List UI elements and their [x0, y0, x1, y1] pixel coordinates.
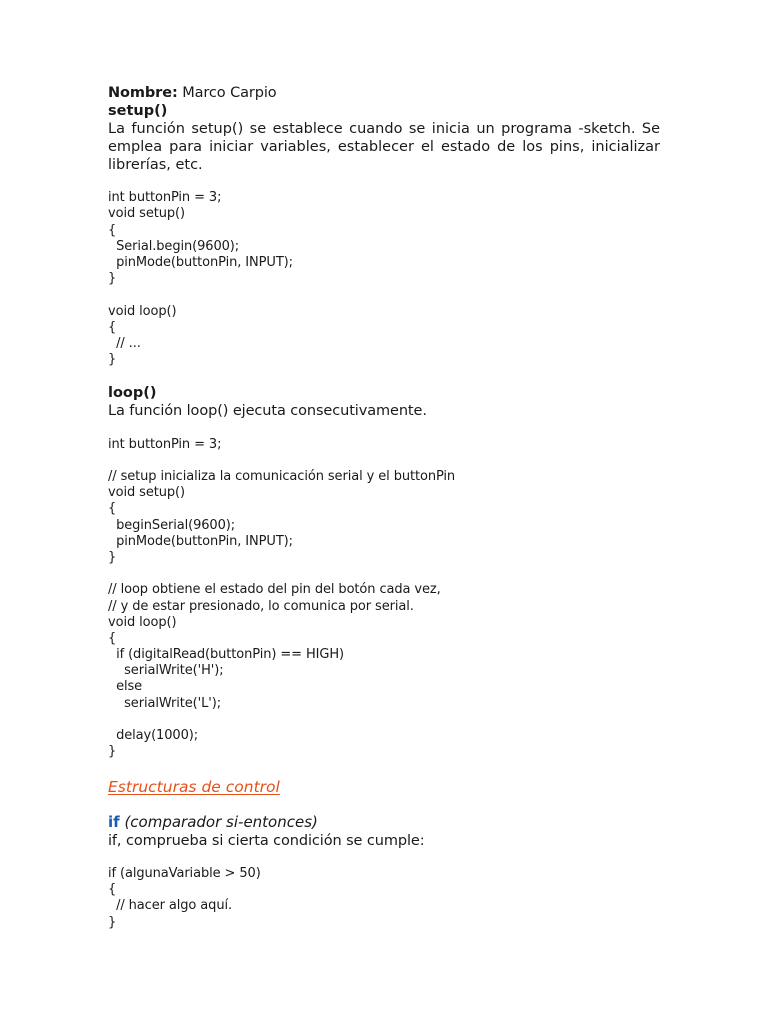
code-line: {: [108, 501, 117, 517]
code-line: [108, 287, 660, 303]
code-line: else: [108, 679, 143, 695]
setup-code-block: [108, 190, 660, 368]
author-line: [108, 84, 660, 102]
author-label: Nombre:: [108, 85, 178, 101]
code-line: // loop obtiene el estado del pin del botón cada vez,: [108, 582, 441, 598]
code-line: serialWrite('H');: [108, 663, 224, 679]
control-structures-link[interactable]: Estructuras de control: [108, 777, 280, 796]
document-body: [108, 84, 660, 931]
code-line: Serial.begin(9600);: [108, 238, 240, 254]
if-keyword: if: [108, 812, 120, 831]
code-line: void setup(): [108, 485, 185, 501]
code-line: [108, 712, 660, 728]
code-line: int buttonPin = 3;: [108, 190, 222, 206]
code-line: pinMode(buttonPin, INPUT);: [108, 533, 293, 549]
code-line: // y de estar presionado, lo comunica por serial.: [108, 598, 414, 614]
code-line: if (digitalRead(buttonPin) == HIGH): [108, 647, 345, 663]
code-line: {: [108, 630, 117, 646]
spacer: [108, 797, 660, 813]
setup-heading: setup(): [108, 103, 168, 119]
code-line: pinMode(buttonPin, INPUT);: [108, 254, 293, 270]
code-line: void loop(): [108, 614, 177, 630]
code-line: void setup(): [108, 206, 185, 222]
code-line: beginSerial(9600);: [108, 517, 236, 533]
code-line: int buttonPin = 3;: [108, 436, 222, 452]
code-line: void loop(): [108, 303, 177, 319]
spacer: [108, 174, 660, 190]
code-line: {: [108, 222, 117, 238]
code-line: }: [108, 271, 117, 287]
code-line: {: [108, 882, 117, 898]
setup-description: La función setup() se establece cuando se inicia un programa -sketch. Se emplea para iniciar variables, establecer el estado de los pins, inicializar librerías, etc.: [108, 121, 660, 173]
loop-code-block: [108, 437, 660, 761]
code-line: }: [108, 914, 117, 930]
code-line: // hacer algo aquí.: [108, 898, 233, 914]
if-description: if, comprueba si cierta condición se cumple:: [108, 832, 425, 849]
loop-description: La función loop() ejecuta consecutivamente.: [108, 403, 427, 420]
code-line: }: [108, 549, 117, 565]
code-line: }: [108, 744, 117, 760]
code-line: {: [108, 319, 117, 335]
if-subtitle: (comparador si-entonces): [124, 812, 318, 831]
code-line: }: [108, 352, 117, 368]
if-heading: [108, 813, 660, 832]
code-line: [108, 566, 660, 582]
code-line: // setup inicializa la comunicación serial y el buttonPin: [108, 469, 456, 484]
spacer: [108, 420, 660, 436]
code-line: delay(1000);: [108, 728, 198, 743]
spacer: [108, 760, 660, 776]
spacer: [108, 850, 660, 866]
spacer: [108, 368, 660, 384]
code-line: [108, 453, 660, 469]
code-line: serialWrite('L');: [108, 695, 221, 711]
author-name: Marco Carpio: [182, 85, 277, 101]
loop-heading: loop(): [108, 385, 157, 402]
if-code-block: [108, 866, 660, 931]
code-line: // ...: [108, 335, 141, 351]
code-line: if (algunaVariable > 50): [108, 865, 261, 881]
